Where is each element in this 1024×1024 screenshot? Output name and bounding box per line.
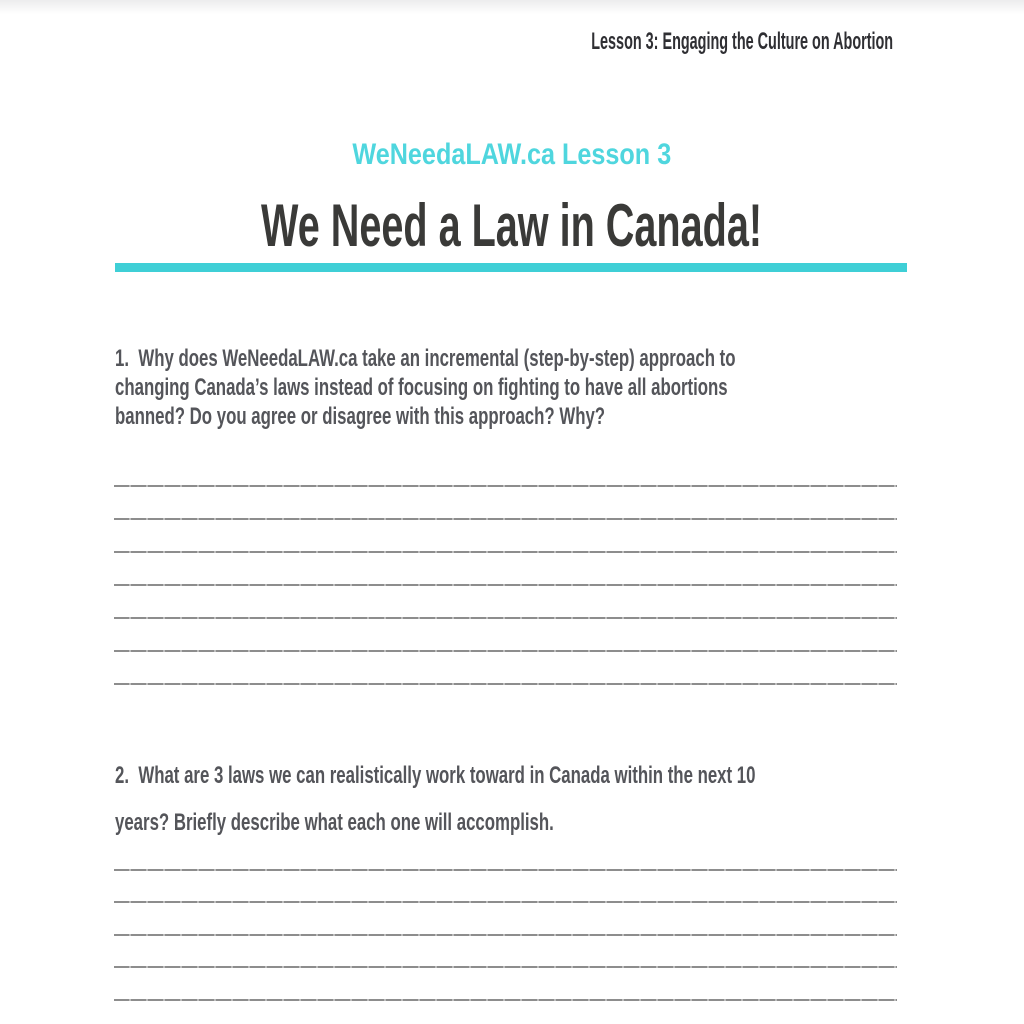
answer-blank-line: [114, 838, 897, 871]
document-header: Lesson 3: Engaging the Culture on Abortion: [591, 28, 893, 55]
answer-blank-line: [114, 903, 897, 936]
answer-blank-line: [114, 652, 897, 685]
question-text-line: 1. Why does WeNeedaLAW.ca take an incremental (step-by-step) approach to: [115, 345, 736, 372]
question-2-text: [115, 752, 1024, 846]
title-underline-rule: [115, 263, 907, 272]
lesson-subtitle-row: [0, 140, 1024, 170]
question-1-answer-lines: [114, 454, 897, 685]
lesson-subtitle: WeNeedaLAW.ca Lesson 3: [352, 138, 672, 171]
answer-blank-line: [114, 619, 897, 652]
page-title: We Need a Law in Canada!: [261, 192, 763, 259]
question-1-text: [115, 344, 1001, 431]
question-text-line: banned? Do you agree or disagree with this approach? Why?: [115, 403, 606, 430]
question-text-line: years? Briefly describe what each one will accomplish.: [115, 809, 554, 836]
answer-blank-line: [114, 936, 897, 969]
question-text-line: changing Canada’s laws instead of focusing on fighting to have all abortions: [115, 374, 728, 401]
answer-blank-line: [114, 454, 897, 487]
answer-blank-line: [114, 487, 897, 520]
answer-blank-line: [114, 520, 897, 553]
answer-blank-line: [114, 968, 897, 1001]
question-text-line: 2. What are 3 laws we can realistically work toward in Canada within the next 10: [115, 762, 756, 789]
top-edge-shadow: [0, 0, 1024, 14]
answer-blank-line: [114, 586, 897, 619]
question-2-answer-lines: [114, 838, 897, 1001]
answer-blank-line: [114, 553, 897, 586]
answer-blank-line: [114, 871, 897, 904]
page-title-row: [0, 192, 1024, 259]
